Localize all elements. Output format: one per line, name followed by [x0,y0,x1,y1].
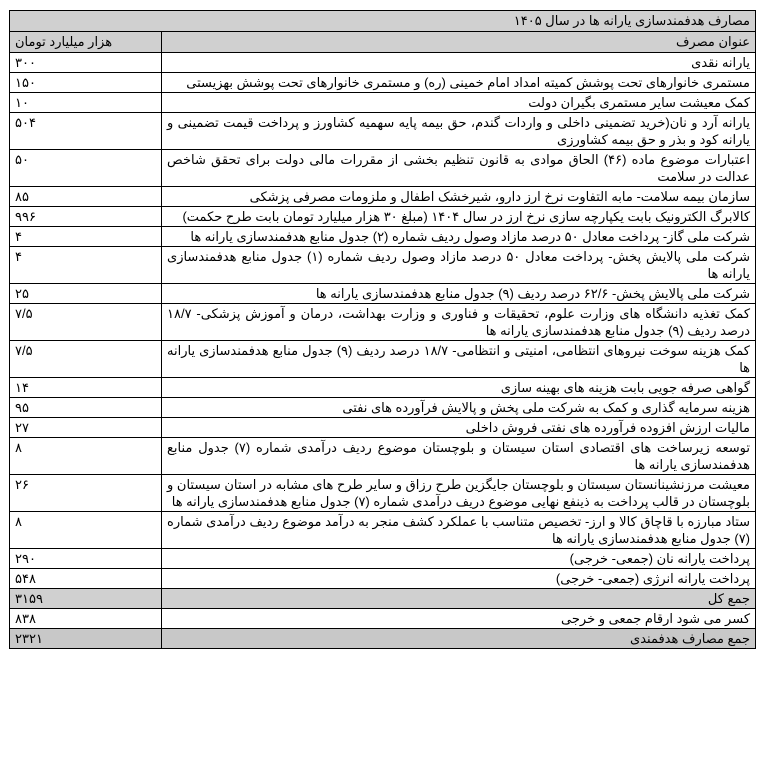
table-row [10,93,756,113]
row-description: یارانه نقدی [162,53,756,73]
row-value: ۲۹۰ [10,549,162,569]
row-value: ۸۵ [10,187,162,207]
row-value: ۴ [10,227,162,247]
row-value: ۹۵ [10,398,162,418]
total-label: جمع کل [162,589,756,609]
row-value: ۸ [10,512,162,549]
row-description: پرداخت یارانه انرژی (جمعی- خرجی) [162,569,756,589]
row-value: ۲۷ [10,418,162,438]
total-row [10,589,756,609]
column-header-description: عنوان مصرف [162,32,756,53]
row-value: ۷/۵ [10,341,162,378]
row-description: هزینه سرمایه گذاری و کمک به شرکت ملی پخش و پالایش فرآورده های نفتی [162,398,756,418]
table-row [10,418,756,438]
row-description: شرکت ملی پالایش پخش- پرداخت معادل ۵۰ درصد مازاد وصول ردیف شماره (۱) جدول منابع هدفمندسازی یارانه ها [162,247,756,284]
row-description: ستاد مبارزه با قاچاق کالا و ارز- تخصیص متناسب با عملکرد کشف منجر به درآمد موضوع ردیف درآمدی شماره (۷) جدول منابع هدفمندسازی یارانه ها [162,512,756,549]
row-value: ۵۴۸ [10,569,162,589]
subsidy-expenditure-table-wrapper [9,10,755,649]
table-row [10,227,756,247]
row-description: کمک هزینه سوخت نیروهای انتظامی، امنیتی و انتظامی- ۱۸/۷ درصد ردیف (۹) جدول منابع هدفمندسازی یارانه ها [162,341,756,378]
row-description: یارانه آرد و نان(خرید تضمینی داخلی و واردات گندم، حق بیمه پایه سهمیه کشاورز و پرداخت قیمت تضمینی و یارانه کود و بذر و حق بیمه کشاورزی [162,113,756,150]
table-row [10,341,756,378]
table-row [10,569,756,589]
table-row [10,378,756,398]
deduction-label: کسر می شود ارقام جمعی و خرجی [162,609,756,629]
row-description: کمک تغذیه دانشگاه های وزارت علوم، تحقیقات و فناوری و وزارت بهداشت، درمان و آموزش پزشکی- ۱۸/۷ درصد ردیف (۹) جدول منابع هدفمندسازی یارانه ها [162,304,756,341]
row-description: مستمری خانوارهای تحت پوشش کمیته امداد امام خمینی (ره) و مستمری خانوارهای تحت پوشش بهزیستی [162,73,756,93]
subsidy-expenditure-table [9,10,756,649]
table-title: مصارف هدفمندسازی یارانه ها در سال ۱۴۰۵ [10,11,756,32]
row-description: پرداخت یارانه نان (جمعی- خرجی) [162,549,756,569]
table-row [10,438,756,475]
row-description: مالیات ارزش افزوده فرآورده های نفتی فروش داخلی [162,418,756,438]
table-header-row [10,32,756,53]
column-header-value: هزار میلیارد تومان [10,32,162,53]
row-description: اعتبارات موضوع ماده (۴۶) الحاق موادی به قانون تنظیم بخشی از مقررات مالی دولت برای تحقق شاخص عدالت در سلامت [162,150,756,187]
row-value: ۸ [10,438,162,475]
row-description: شرکت ملی گاز- پرداخت معادل ۵۰ درصد مازاد وصول ردیف شماره (۲) جدول منابع هدفمندسازی یارانه ها [162,227,756,247]
table-row [10,247,756,284]
row-value: ۲۶ [10,475,162,512]
row-description: کمک معیشت سایر مستمری بگیران دولت [162,93,756,113]
grand-total-value: ۲۳۲۱ [10,629,162,649]
row-value: ۱۰ [10,93,162,113]
table-row [10,207,756,227]
table-row [10,150,756,187]
row-value: ۵۰۴ [10,113,162,150]
row-description: معیشت مرزنشینانستان سیستان و بلوچستان جایگزین طرح رزاق و سایر طرح های مشابه در استان سیستان و بلوچستان در قالب پرداخت به ذینفع نهایی موضوع دریف درآمدی شماره (۷) جدول منابع هدفمندسازی یارانه ها [162,475,756,512]
table-row [10,475,756,512]
table-row [10,549,756,569]
table-row [10,512,756,549]
table-row [10,304,756,341]
row-value: ۲۵ [10,284,162,304]
table-row [10,73,756,93]
grand-total-row [10,629,756,649]
table-row [10,284,756,304]
table-row [10,53,756,73]
row-value: ۱۵۰ [10,73,162,93]
row-value: ۹۹۶ [10,207,162,227]
row-description: گواهی صرفه جویی بابت هزینه های بهینه سازی [162,378,756,398]
deduction-value: ۸۳۸ [10,609,162,629]
grand-total-label: جمع مصارف هدفمندی [162,629,756,649]
total-value: ۳۱۵۹ [10,589,162,609]
row-description: سازمان بیمه سلامت- مابه التفاوت نرخ ارز دارو، شیرخشک اطفال و ملزومات مصرفی پزشکی [162,187,756,207]
row-value: ۳۰۰ [10,53,162,73]
deduction-row [10,609,756,629]
table-row [10,187,756,207]
row-description: توسعه زیرساخت های اقتصادی استان سیستان و بلوچستان موضوع ردیف درآمدی شماره (۷) جدول منابع هدفمندسازی یارانه ها [162,438,756,475]
row-value: ۵۰ [10,150,162,187]
table-body [10,53,756,589]
row-value: ۱۴ [10,378,162,398]
table-row [10,398,756,418]
table-title-row [10,11,756,32]
row-description: کالابرگ الکترونیک بابت یکپارچه سازی نرخ ارز در سال ۱۴۰۴ (مبلغ ۳۰ هزار میلیارد تومان بابت طرح حکمت) [162,207,756,227]
row-description: شرکت ملی پالایش پخش- ۶۲/۶ درصد ردیف (۹) جدول منابع هدفمندسازی یارانه ها [162,284,756,304]
row-value: ۷/۵ [10,304,162,341]
row-value: ۴ [10,247,162,284]
table-row [10,113,756,150]
